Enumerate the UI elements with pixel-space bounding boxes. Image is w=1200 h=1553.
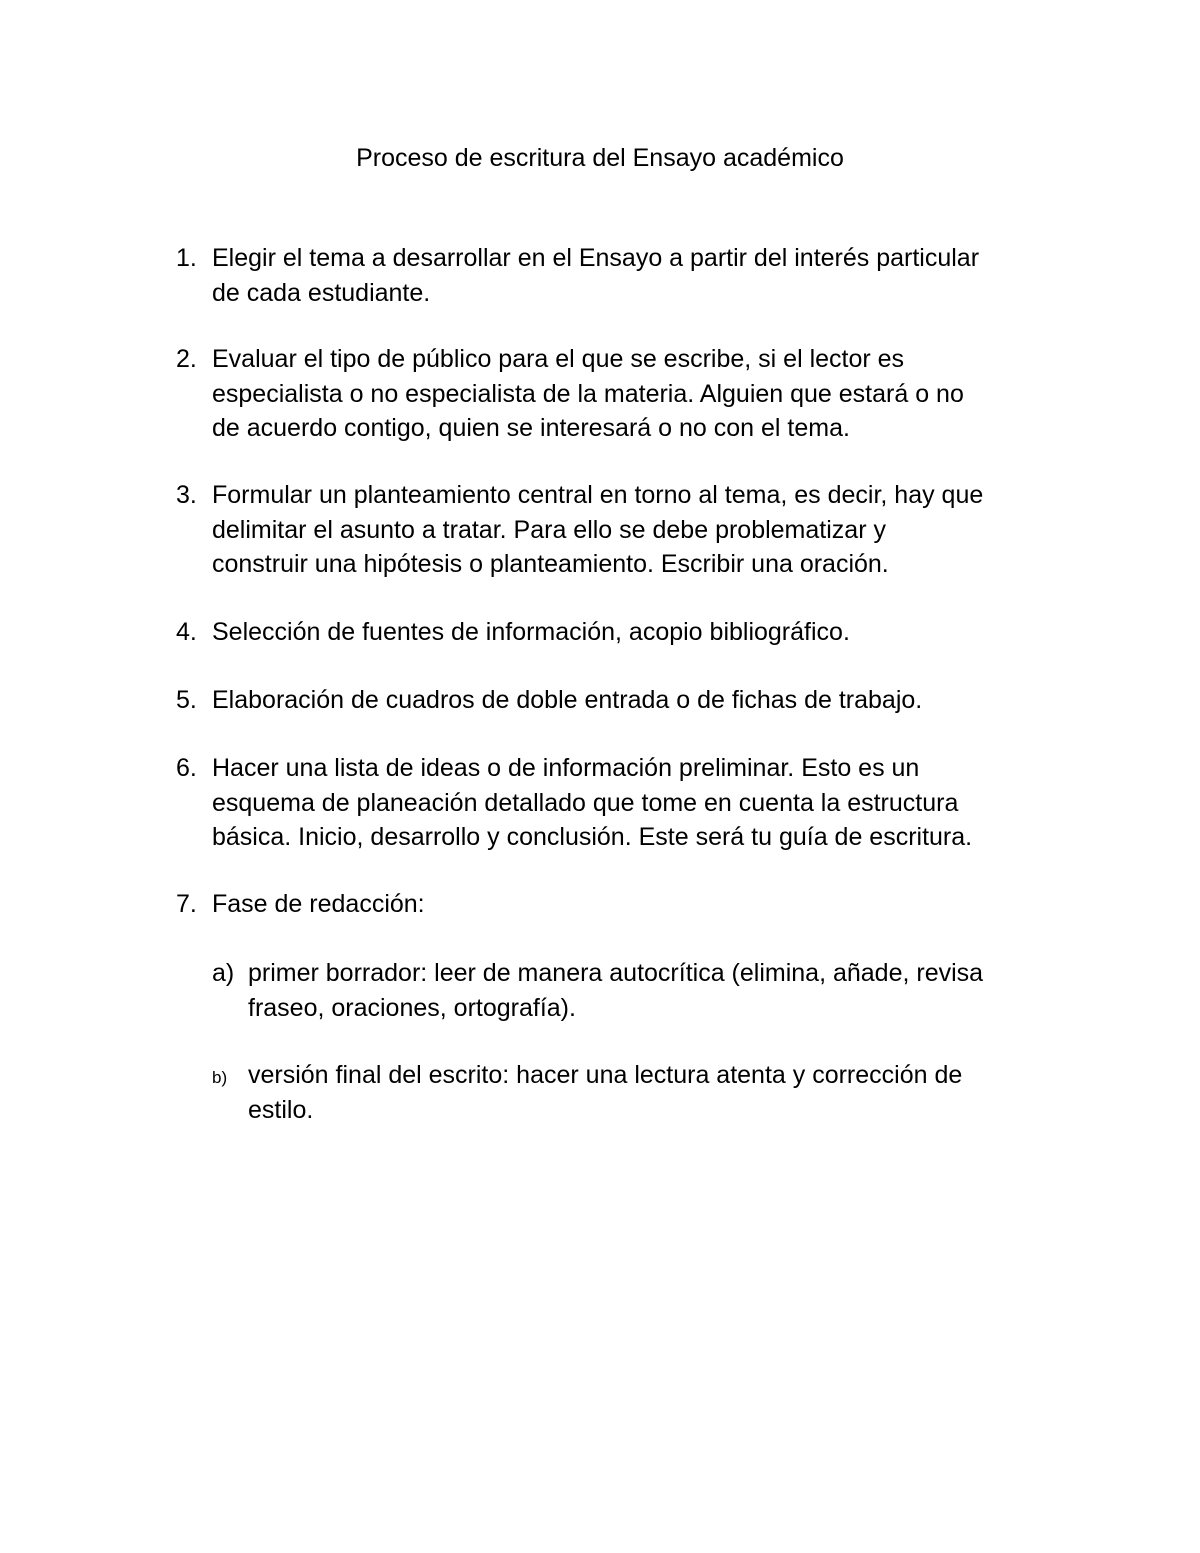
list-item-number: 7. [176, 890, 197, 918]
list-item-text: Evaluar el tipo de público para el que se escribe, si el lector es especialista o no especialista de la materia. Alguien que estará o no de acuerdo contigo, quien se interesará o no con el tema. [212, 345, 964, 442]
list-item-number: 5. [176, 686, 197, 714]
list-item-number: 2. [176, 345, 197, 373]
list-item-3 [176, 478, 1076, 582]
sub-item-a [212, 956, 1072, 1025]
sub-item-b [212, 1058, 1072, 1127]
list-item-number: 3. [176, 481, 197, 509]
list-item-5 [176, 683, 1076, 718]
sub-item-text: versión final del escrito: hacer una lectura atenta y corrección de estilo. [248, 1061, 963, 1124]
list-item-1 [176, 241, 1076, 310]
sub-item-label: b) [212, 1068, 228, 1087]
list-item-text: Elegir el tema a desarrollar en el Ensayo a partir del interés particular de cada estudiante. [212, 244, 980, 307]
list-item-4 [176, 615, 1076, 650]
list-item-number: 1. [176, 244, 197, 272]
list-item-text: Formular un planteamiento central en torno al tema, es decir, hay que delimitar el asunto a tratar. Para ello se debe problematizar y construir una hipótesis o planteamiento. Escribir una oración. [212, 481, 984, 578]
list-item-2 [176, 342, 1076, 446]
list-item-text: Fase de redacción: [212, 890, 425, 918]
list-item-text: Hacer una lista de ideas o de información preliminar. Esto es un esquema de planeación detallado que tome en cuenta la estructura básica. Inicio, desarrollo y conclusión. Este será tu guía de escritura. [212, 754, 973, 851]
sub-item-text: primer borrador: leer de manera autocrítica (elimina, añade, revisa fraseo, oraciones, ortografía). [248, 959, 984, 1022]
list-item-text: Elaboración de cuadros de doble entrada o de fichas de trabajo. [212, 686, 923, 714]
list-item-7 [176, 887, 1076, 922]
list-item-number: 6. [176, 754, 197, 782]
list-item-text: Selección de fuentes de información, acopio bibliográfico. [212, 618, 850, 646]
list-item-6 [176, 751, 1076, 855]
sub-item-label: a) [212, 959, 235, 987]
document-title: Proceso de escritura del Ensayo académico [356, 144, 844, 172]
list-item-number: 4. [176, 618, 197, 646]
